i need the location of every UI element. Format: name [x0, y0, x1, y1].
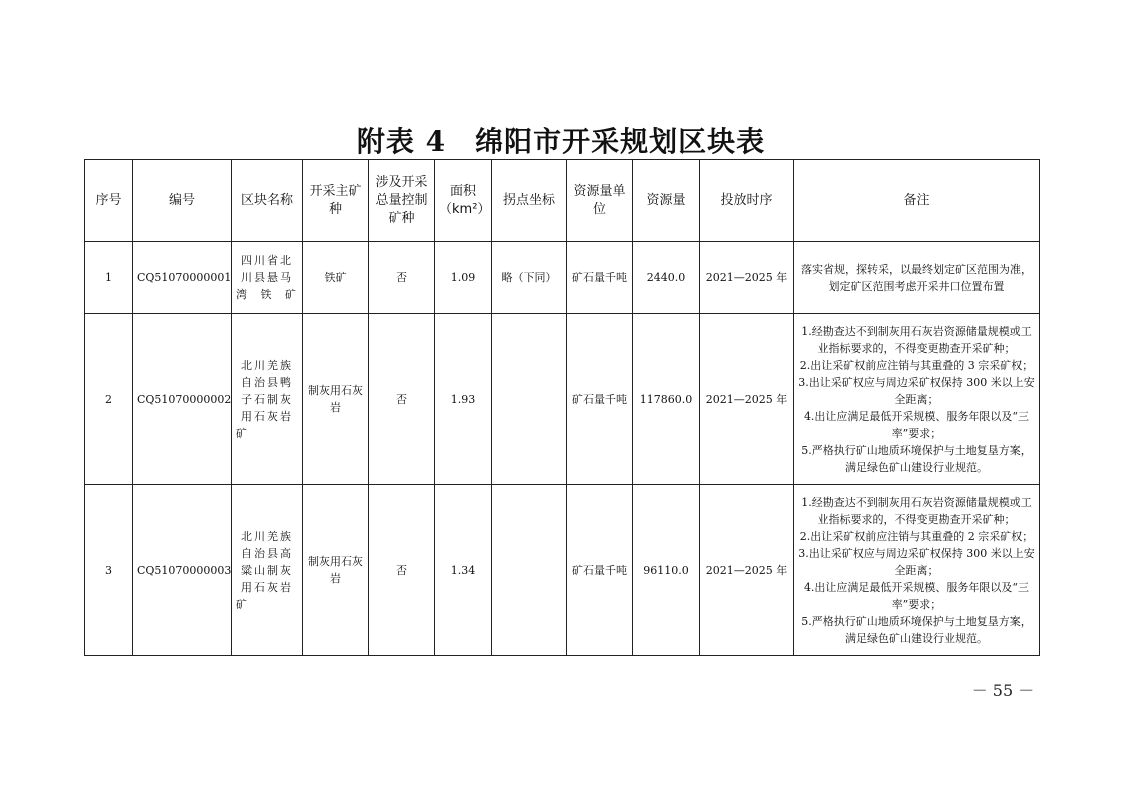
cell-block-name: 北川羌族自治县高粱山制灰用石灰岩矿	[232, 485, 303, 656]
remark-line: 1.经勘查达不到制灰用石灰岩资源储量规模或工业指标要求的，不得变更勘查开采矿种；	[801, 495, 1032, 526]
header-area: 面积（km²）	[435, 160, 492, 242]
cell-remarks	[794, 485, 1040, 656]
remark-line: 落实省规，探转采，以最终划定矿区范围为准，划定矿区范围考虑开采井口位置布置	[801, 262, 1032, 293]
cell-unit: 矿石量千吨	[567, 485, 633, 656]
cell-block-name: 四川省北川县悬马湾铁矿	[232, 242, 303, 314]
header-unit: 资源量单位	[567, 160, 633, 242]
header-resource: 资源量	[633, 160, 700, 242]
cell-area: 1.09	[435, 242, 492, 314]
cell-resource: 96110.0	[633, 485, 700, 656]
cell-timing: 2021—2025 年	[700, 485, 794, 656]
table-row	[85, 314, 1040, 485]
cell-mineral: 制灰用石灰岩	[303, 485, 369, 656]
cell-timing: 2021—2025 年	[700, 314, 794, 485]
cell-remarks	[794, 314, 1040, 485]
cell-control: 否	[369, 242, 435, 314]
header-control: 涉及开采总量控制矿种	[369, 160, 435, 242]
cell-mineral: 铁矿	[303, 242, 369, 314]
cell-area: 1.34	[435, 485, 492, 656]
remark-line: 2.出让采矿权前应注销与其重叠的 2 宗采矿权；	[799, 529, 1034, 543]
header-mineral: 开采主矿种	[303, 160, 369, 242]
cell-timing: 2021—2025 年	[700, 242, 794, 314]
remark-line: 3.出让采矿权应与周边采矿权保持 300 米以上安全距离；	[798, 375, 1035, 406]
table-header-row	[85, 160, 1040, 242]
cell-area: 1.93	[435, 314, 492, 485]
remark-line: 2.出让采矿权前应注销与其重叠的 3 宗采矿权；	[799, 358, 1034, 372]
table-row	[85, 485, 1040, 656]
cell-control: 否	[369, 485, 435, 656]
cell-mineral: 制灰用石灰岩	[303, 314, 369, 485]
cell-code: CQ51070000003	[133, 485, 232, 656]
cell-control: 否	[369, 314, 435, 485]
cell-block-name: 北川羌族自治县鸭子石制灰用石灰岩矿	[232, 314, 303, 485]
cell-code: CQ51070000001	[133, 242, 232, 314]
page-number: － 55 －	[971, 681, 1035, 700]
cell-unit: 矿石量千吨	[567, 242, 633, 314]
cell-resource: 117860.0	[633, 314, 700, 485]
cell-resource: 2440.0	[633, 242, 700, 314]
header-seq: 序号	[85, 160, 133, 242]
remark-line: 5.严格执行矿山地质环境保护与土地复垦方案，满足绿色矿山建设行业规范。	[801, 614, 1032, 645]
header-timing: 投放时序	[700, 160, 794, 242]
header-coords: 拐点坐标	[492, 160, 567, 242]
remark-line: 3.出让采矿权应与周边采矿权保持 300 米以上安全距离；	[798, 546, 1035, 577]
document-title: 附表 4 绵阳市开采规划区块表	[356, 125, 766, 158]
cell-unit: 矿石量千吨	[567, 314, 633, 485]
cell-code: CQ51070000002	[133, 314, 232, 485]
table-row	[85, 242, 1040, 314]
cell-seq: 3	[85, 485, 133, 656]
cell-coords	[492, 314, 567, 485]
remark-line: 4.出让应满足最低开采规模、服务年限以及“三率”要求；	[803, 409, 1030, 440]
cell-coords	[492, 485, 567, 656]
cell-seq: 1	[85, 242, 133, 314]
mining-block-table	[84, 159, 1040, 656]
header-code: 编号	[133, 160, 232, 242]
remark-line: 4.出让应满足最低开采规模、服务年限以及“三率”要求；	[803, 580, 1030, 611]
header-remarks: 备注	[794, 160, 1040, 242]
cell-coords: 略（下同）	[492, 242, 567, 314]
remark-line: 5.严格执行矿山地质环境保护与土地复垦方案，满足绿色矿山建设行业规范。	[801, 443, 1032, 474]
remark-line: 1.经勘查达不到制灰用石灰岩资源储量规模或工业指标要求的，不得变更勘查开采矿种；	[801, 324, 1032, 355]
cell-seq: 2	[85, 314, 133, 485]
header-block-name: 区块名称	[232, 160, 303, 242]
cell-remarks	[794, 242, 1040, 314]
